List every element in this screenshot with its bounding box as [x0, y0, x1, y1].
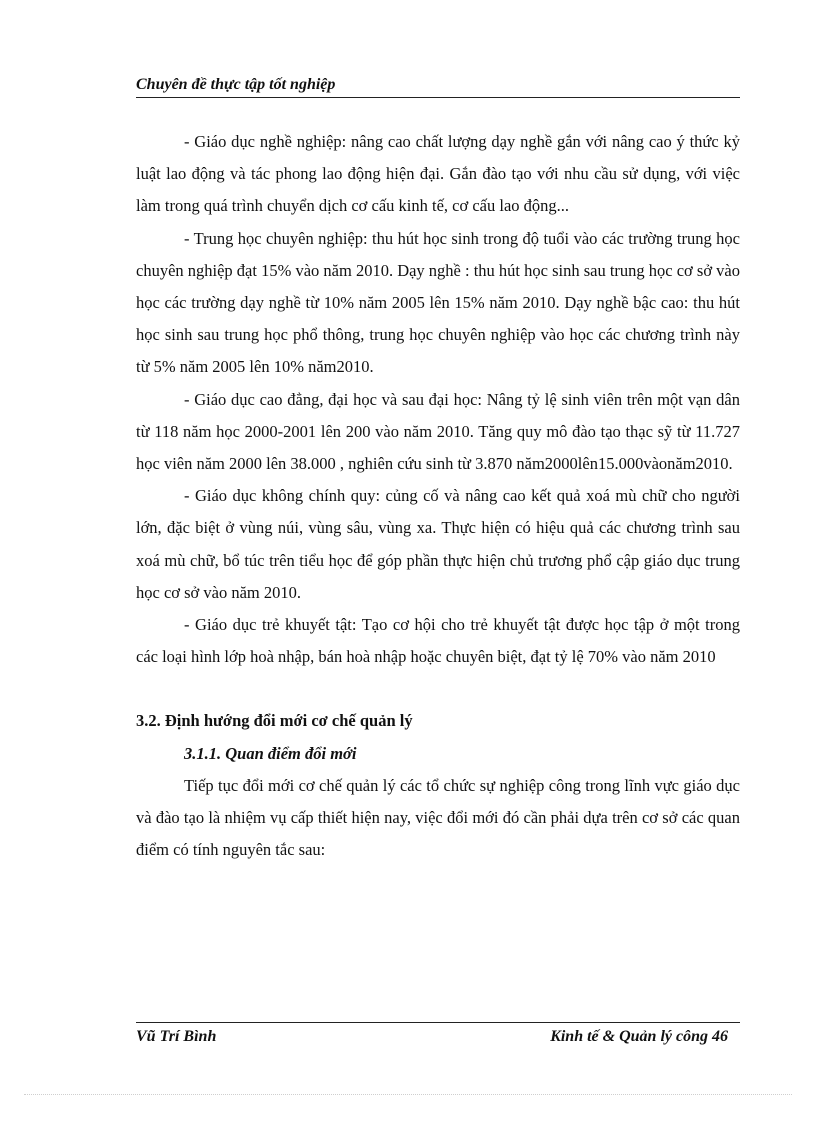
- document-body: [136, 126, 740, 866]
- paragraph-secondary-vocational: - Trung học chuyên nghiệp: thu hút học sinh trong độ tuổi vào các trường trung học chuyên nghiệp đạt 15% vào năm 2010. Dạy nghề : thu hút học sinh sau trung học cơ sở vào học các trường dạy nghề từ 10% năm 2005 lên 15% năm 2010. Dạy nghề bậc cao: thu hút học sinh sau trung học phổ thông, trung học chuyên nghiệp vào học các chương trình này từ 5% năm 2005 lên 10% năm2010.: [136, 228, 740, 377]
- paragraph-reform-intro: Tiếp tục đổi mới cơ chế quản lý các tổ chức sự nghiệp công trong lĩnh vực giáo dục và đào tạo là nhiệm vụ cấp thiết hiện nay, việc đổi mới đó cần phải dựa trên cơ sở các quan điểm có tính nguyên tắc sau:: [136, 775, 740, 860]
- paragraph-non-formal-education: - Giáo dục không chính quy: củng cố và nâng cao kết quả xoá mù chữ cho người lớn, đặc biệt ở vùng núi, vùng sâu, vùng xa. Thực hiện có hiệu quả các chương trình sau xoá mù chữ, bổ túc trên tiểu học để góp phần thực hiện chủ trương phổ cập giáo dục trung học cơ sở vào năm 2010.: [136, 486, 740, 602]
- paragraph-higher-education: - Giáo dục cao đẳng, đại học và sau đại học: Nâng tỷ lệ sinh viên trên một vạn dân từ 118 năm học 2000-2001 lên 200 vào năm 2010. Tăng quy mô đào tạo thạc sỹ từ 11.727 học viên năm 2000 lên 38.000 , nghiên cứu sinh từ 3.870 năm2000lên15.000vàonăm2010.: [136, 389, 740, 474]
- subsection-heading: 3.1.1. Quan điểm đổi mới: [184, 743, 357, 763]
- footer-author: Vũ Trí Bình: [136, 1028, 217, 1045]
- page-header: Chuyên đề thực tập tốt nghiệp: [136, 76, 740, 98]
- paragraph-special-education: - Giáo dục trẻ khuyết tật: Tạo cơ hội cho trẻ khuyết tật được học tập ở một trong các loại hình lớp hoà nhập, bán hoà nhập hoặc chuyên biệt, đạt tỷ lệ 70% vào năm 2010: [136, 615, 740, 667]
- page-bottom-divider: [24, 1094, 792, 1095]
- page-footer: [136, 1022, 740, 1046]
- section-heading: 3.2. Định hướng đổi mới cơ chế quản lý: [136, 711, 413, 731]
- paragraph-vocational-education: - Giáo dục nghề nghiệp: nâng cao chất lượng dạy nghề gắn với nâng cao ý thức kỷ luật lao động và tác phong lao động hiện đại. Gắn đào tạo với nhu cầu sử dụng, với việc làm trong quá trình chuyển dịch cơ cấu kinh tế, cơ cấu lao động...: [136, 132, 740, 216]
- footer-course: Kinh tế & Quản lý công 46: [550, 1028, 728, 1045]
- section-spacer: [136, 673, 740, 705]
